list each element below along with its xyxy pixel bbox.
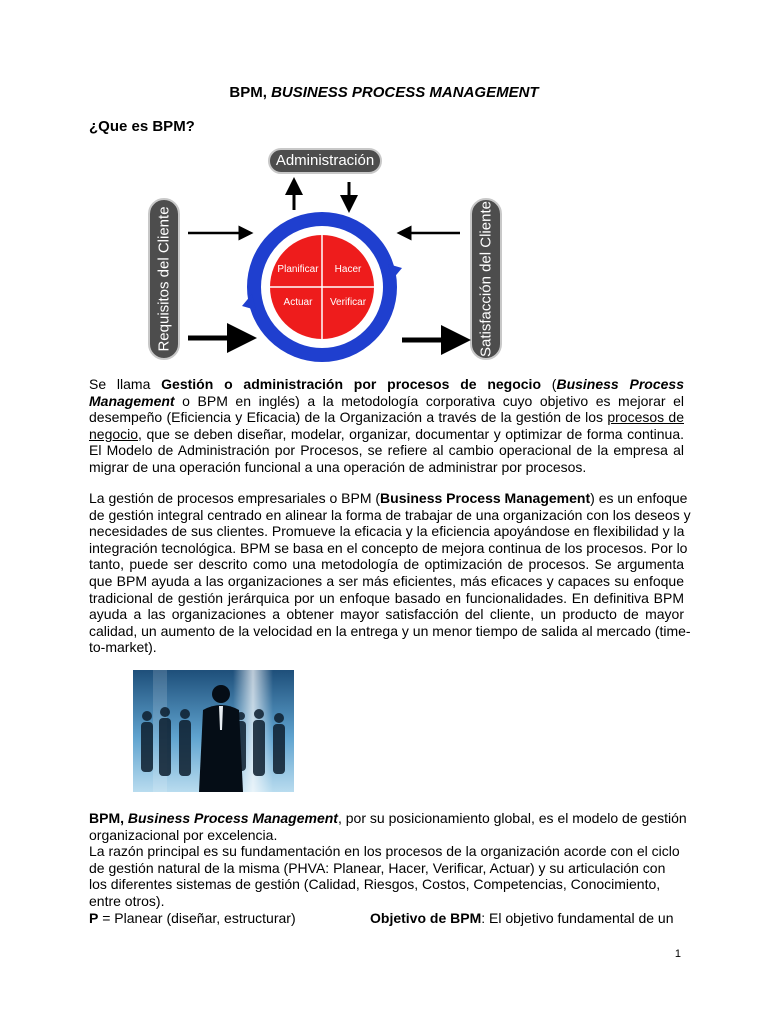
p3-line: La razón principal es su fundamentación en los procesos de la organización acorde con el ciclo: [89, 843, 680, 860]
p1-line: migrar de una operación funcional a una operación de administrar por procesos.: [89, 458, 587, 475]
p3-line: los diferentes sistemas de gestión (Calidad, Riesgos, Costos, Competencias, Conocimiento,: [89, 876, 661, 893]
procesos-link[interactable]: procesos de: [607, 409, 684, 426]
p2-line: ayuda a las organizaciones a obtener mayor satisfacción del cliente, un producto de mayor: [89, 606, 684, 623]
p2-line: to-market).: [89, 639, 157, 656]
p3-line: entre otros).: [89, 892, 165, 909]
administracion-label: Administración: [275, 152, 375, 169]
p2-line: La gestión de procesos empresariales o BPM (Business Process Management) es un enfoque: [89, 490, 688, 506]
quadrant-verificar: Verificar: [329, 297, 367, 308]
satisfaccion-label: Satisfacción del Cliente: [477, 201, 495, 357]
p2-line: tradicional de gestión jerárquica por un enfoque basado en funcionalidades. En definitiva BPM: [89, 589, 684, 606]
business-people-image: [133, 670, 294, 792]
requisitos-label: Requisitos del Cliente: [155, 206, 173, 352]
bpm-diagram: [140, 140, 510, 365]
p1-line: Se llama Gestión o administración por procesos de negocio (Business Process: [89, 376, 684, 392]
p3-line: de gestión natural de la misma (PHVA: Planear, Hacer, Verificar, Actuar) y su articulación con: [89, 859, 666, 876]
page-number: 1: [674, 948, 681, 960]
p3-line: organizacional por excelencia.: [89, 826, 278, 843]
title-italic: BUSINESS PROCESS MANAGEMENT: [271, 84, 539, 101]
negocio-link[interactable]: negocio: [89, 425, 139, 442]
p2-line: que BPM ayuda a las organizaciones a ser más eficientes, más eficaces y capaces su enfoque: [89, 572, 684, 589]
p3-line: P = Planear (diseñar, estructurar) Objetivo de BPM: El objetivo fundamental de un: [89, 909, 674, 926]
document-title: [0, 84, 768, 101]
quadrant-hacer: Hacer: [334, 264, 362, 275]
section-heading: ¿Que es BPM?: [89, 118, 195, 135]
p2-line: de gestión integral centrado en alinear la forma de trabajar de una organización con los deseos y: [89, 506, 691, 523]
p1-line: El Modelo de Administración por Procesos, se refiere al cambio operacional de la empresa al: [89, 442, 684, 459]
p2-line: integración tecnológica. BPM se basa en el concepto de mejora continua de los procesos. Por lo: [89, 539, 688, 556]
p2-line: tanto, puede ser descrito como una metodología de optimización de procesos. Se argumenta: [89, 556, 684, 573]
p1-line: desempeño (Eficiencia y Eficacia) de la Organización a través de la gestión de los procesos de: [89, 409, 684, 426]
paragraph-2: [89, 490, 691, 656]
p1-line: negocio, que se deben diseñar, modelar, organizar, documentar y optimizar de forma continua.: [89, 425, 684, 442]
quadrant-planificar: Planificar: [277, 264, 319, 275]
diagram-graphics: [140, 140, 510, 365]
paragraph-3: [89, 810, 687, 926]
p2-line: necesidades de sus clientes. Promueve la eficacia y la eficiencia apoyándose en flexibilidad y la: [89, 523, 685, 540]
paragraph-1: [89, 376, 684, 476]
objetivo-label: Objetivo de BPM: [370, 909, 482, 926]
quadrant-actuar: Actuar: [283, 297, 313, 308]
title-prefix: BPM,: [229, 84, 267, 101]
p2-line: calidad, un aumento de la velocidad en la entrega y un menor tiempo de salida al mercado (time-: [89, 622, 691, 639]
p3-line: BPM, Business Process Management, por su posicionamiento global, es el modelo de gestión: [89, 810, 687, 826]
p1-line: Management o BPM en inglés) a la metodología corporativa cuyo objetivo es mejorar el: [89, 392, 684, 409]
